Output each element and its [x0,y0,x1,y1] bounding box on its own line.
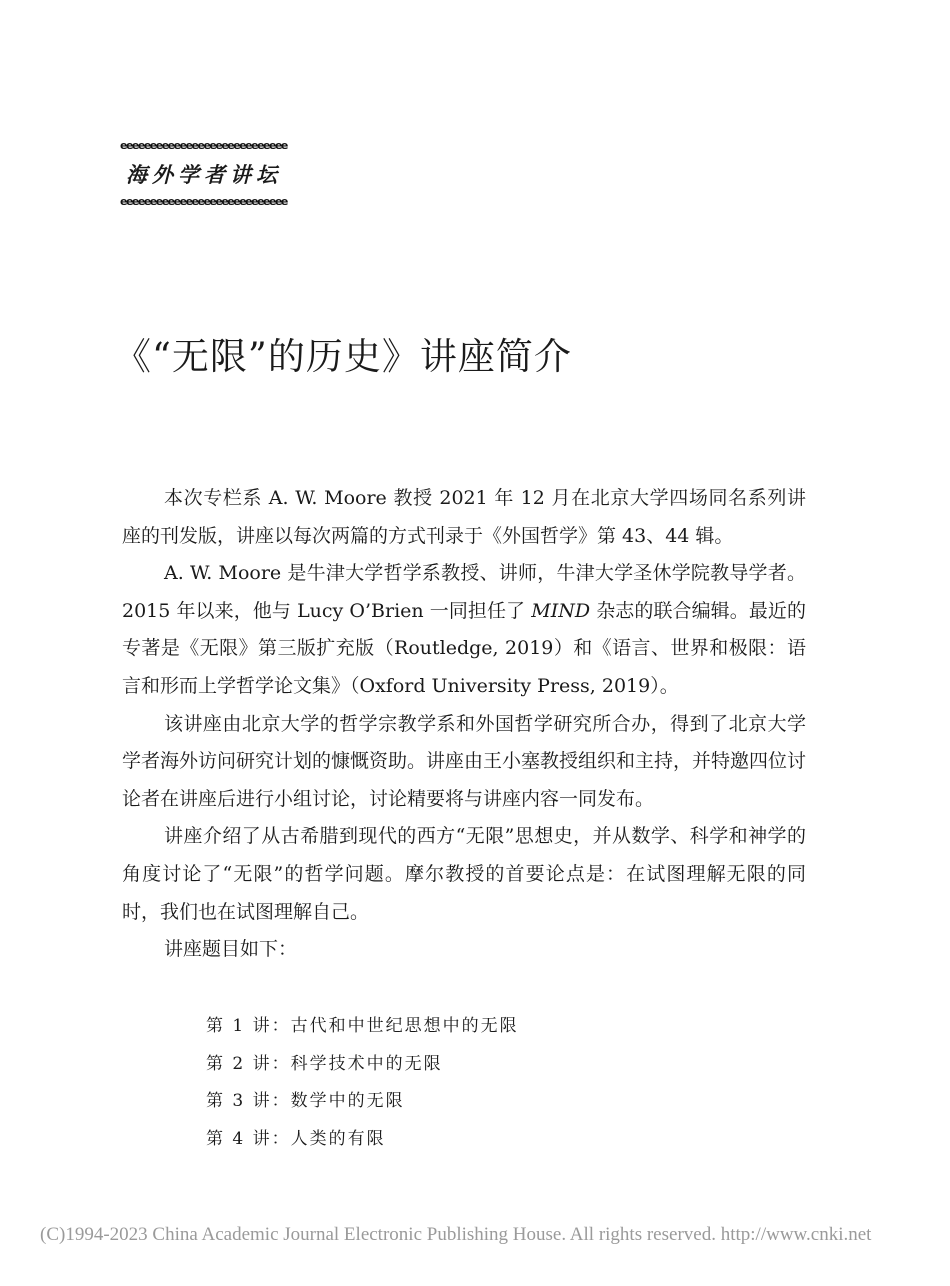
lecture-item: 第 4 讲：人类的有限 [206,1128,386,1149]
copyright-footer: (C)1994-2023 China Academic Journal Electronic Publishing House. All rights reserved. http://www.cnki.net [40,1224,872,1245]
paragraph-intro: 本次专栏系 A. W. Moore 教授 2021 年 12 月在北京大学四场同名系列讲座的刊发版，讲座以每次两篇的方式刊录于《外国哲学》第 43、44 辑。 [122,487,806,547]
bio-text-end: 杂志的联合编辑。最近的专著是《无限》第三版扩充版（Routledge, 2019）和《语言、世界和极限：语言和形而上学哲学论文集》（Oxford University Press, 2019）。 [122,599,806,697]
column-name: 海外学者讲坛 [126,162,282,187]
column-rule-top: eeeeeeeeeeeeeeeeeeeeeeeeeeee [120,140,287,152]
column-header [120,140,295,208]
paragraph-author-bio [122,555,806,705]
journal-name-mind: MIND [531,599,591,622]
lecture-item: 第 1 讲：古代和中世纪思想中的无限 [206,1016,519,1036]
lecture-list [206,1008,519,1158]
paragraph-topics-intro: 讲座题目如下： [164,938,298,961]
article-title: 《“无限”的历史》讲座简介 [114,335,572,378]
paragraph-summary: 讲座介绍了从古希腊到现代的西方“无限”思想史，并从数学、科学和神学的角度讨论了“无限”的哲学问题。摩尔教授的首要论点是：在试图理解无限的同时，我们也在试图理解自己。 [122,825,806,923]
lecture-item: 第 3 讲：数学中的无限 [206,1091,405,1112]
article-body [122,480,806,969]
column-rule-bottom: eeeeeeeeeeeeeeeeeeeeeeeeeeee [120,196,287,208]
paragraph-organizers: 该讲座由北京大学的哲学宗教学系和外国哲学研究所合办，得到了北京大学学者海外访问研究计划的慷慨资助。讲座由王小塞教授组织和主持，并特邀四位讨论者在讲座后进行小组讨论，讨论精要将与讲座内容一同发布。 [122,712,807,810]
lecture-item: 第 2 讲：科学技术中的无限 [206,1053,443,1074]
bio-text-start: A. W. Moore 是牛津大学哲学系教授、讲师，牛津大学圣休学院教导学者。2015 年以来，他与 Lucy O’Brien 一同担任了 [122,562,806,622]
